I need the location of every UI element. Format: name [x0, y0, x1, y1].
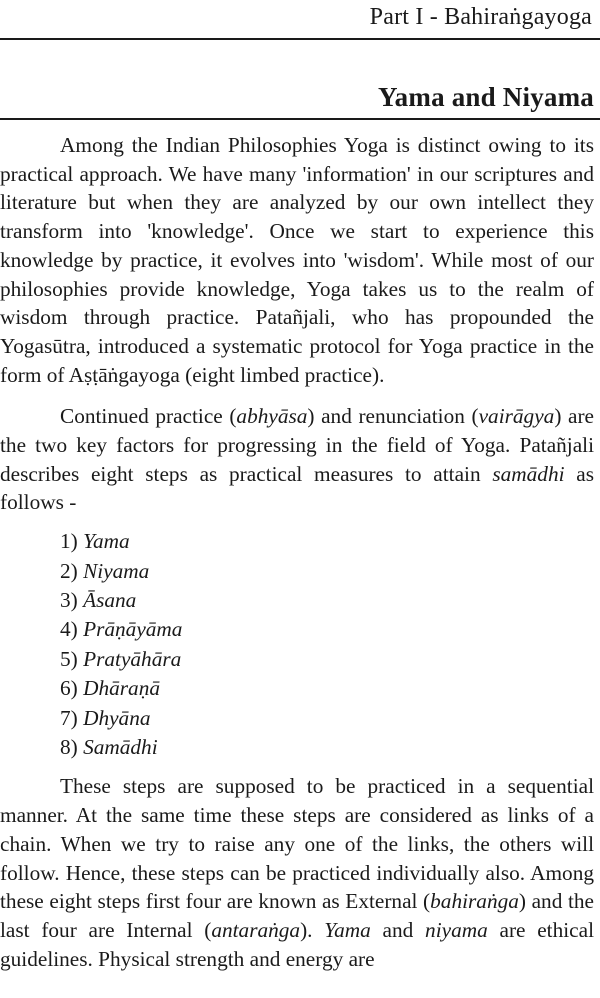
body-text	[0, 131, 594, 973]
paragraph-sequence	[0, 772, 594, 973]
step-number: 1)	[60, 529, 78, 554]
paragraph-practice-text-3: ) are the two key factors for progressing in the field of Yoga. Patañjali describes eight steps as practical measures to attain	[0, 404, 595, 486]
step-number: 8)	[60, 734, 78, 759]
paragraph-sequence-text-3: ).	[300, 917, 325, 942]
term-antaranga: antaraṅga	[211, 917, 301, 942]
term-abhyasa: abhyāsa	[236, 404, 308, 429]
step-name: Pratyāhāra	[83, 646, 182, 671]
step-name: Niyama	[83, 558, 150, 583]
step-number: 2)	[60, 558, 78, 583]
header-rule	[0, 38, 600, 40]
paragraph-practice-text-1: Continued practice (	[60, 404, 237, 429]
step-number: 7)	[60, 705, 78, 730]
list-item	[60, 645, 594, 674]
list-item	[60, 733, 594, 762]
step-name: Āsana	[83, 587, 137, 612]
list-item	[60, 615, 594, 644]
paragraph-practice-text-2: ) and renunciation (	[307, 404, 479, 429]
step-name: Dhyāna	[83, 705, 151, 730]
list-item	[60, 674, 594, 703]
section-title: Yama and Niyama	[377, 82, 594, 112]
term-bahiranga: bahiraṅga	[430, 889, 519, 914]
paragraph-sequence-text-1: These steps are supposed to be practiced in a sequential manner. At the same time these steps are considered as links of a chain. When we try to raise any one of the links, the others will follow. Hence, these steps can be practiced individually also. Among these eight steps first four are known as External (	[0, 774, 594, 914]
step-number: 5)	[60, 646, 78, 671]
list-item	[60, 527, 594, 556]
term-samadhi: samādhi	[492, 461, 565, 486]
step-name: Samādhi	[83, 734, 158, 759]
step-name: Yama	[83, 529, 130, 554]
term-niyama: niyama	[425, 917, 488, 942]
eight-steps-list	[0, 527, 594, 762]
paragraph-practice-text-4: as follows -	[0, 461, 594, 515]
running-head: Part I - Bahiraṅgayoga	[369, 4, 592, 30]
list-item	[60, 557, 594, 586]
list-item	[60, 704, 594, 733]
paragraph-intro: Among the Indian Philosophies Yoga is distinct owing to its practical approach. We have many 'information' in our scriptures and literature but when they are analyzed by our own intellect they transform into 'knowledge'. Once we start to experience this knowledge by practice, it evolves into 'wisdom'. While most of our philosophies provide knowledge, Yoga takes us to the realm of wisdom through practice. Patañjali, who has propounded the Yogasūtra, introduced a systematic protocol for Yoga practice in the form of Aṣṭāṅgayoga (eight limbed practice).	[0, 133, 594, 387]
term-yama: Yama	[324, 917, 371, 942]
paragraph-practice	[0, 402, 594, 517]
step-number: 3)	[60, 587, 78, 612]
paragraph-sequence-text-5: are ethical guidelines. Physical strength and energy are	[0, 917, 594, 971]
paragraph-sequence-text-2: ) and the last four are Internal (	[0, 889, 594, 942]
step-number: 6)	[60, 676, 78, 701]
title-rule	[0, 118, 600, 120]
list-item	[60, 586, 594, 615]
term-vairagya: vairāgya	[478, 404, 555, 429]
step-name: Prāṇāyāma	[83, 617, 183, 642]
paragraph-sequence-text-4: and	[370, 917, 426, 942]
step-name: Dhāraṇā	[83, 676, 160, 701]
step-number: 4)	[60, 617, 78, 642]
